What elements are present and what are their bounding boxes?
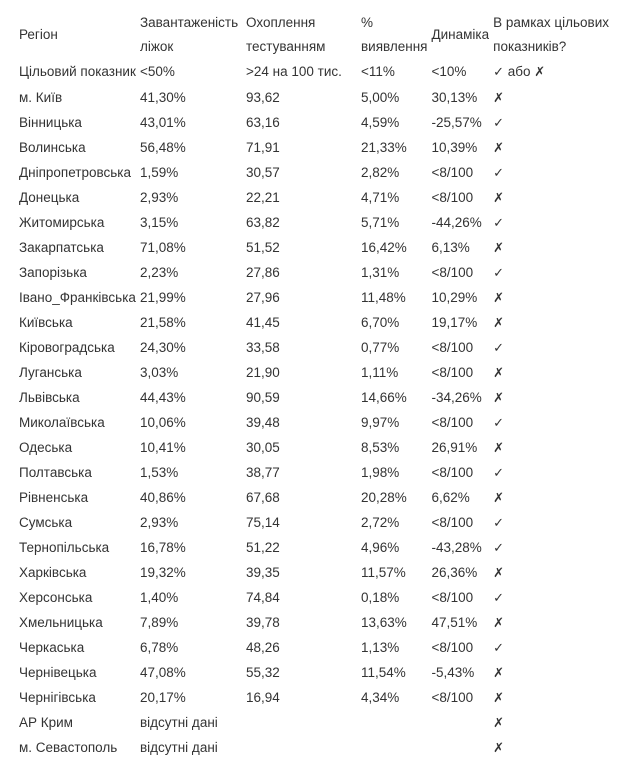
cell-detect: 5,71%	[361, 215, 400, 230]
cross-icon: ✗	[493, 291, 505, 306]
cell-beds: 1,59%	[140, 165, 179, 180]
cell-region: Чернігівська	[19, 690, 96, 705]
cell-testing: 55,32	[246, 665, 280, 680]
regions-table	[15, 0, 614, 761]
cell-target	[489, 461, 614, 486]
cell-target	[489, 261, 614, 286]
cell-region: м. Севастополь	[19, 740, 118, 755]
target-legend: ✓ або ✗	[493, 64, 546, 80]
cell-dynamics: <8/100	[431, 165, 474, 180]
cell-beds: 43,01%	[140, 115, 186, 130]
cell-region: Кіровоградська	[19, 340, 115, 355]
cell-testing: 67,68	[246, 490, 280, 505]
cell-region: Одеська	[19, 440, 73, 455]
cell-dynamics: 30,13%	[431, 90, 478, 105]
cross-icon: ✗	[493, 566, 505, 581]
table-row	[15, 236, 614, 261]
cell-region: Рівненська	[19, 490, 89, 505]
cell-beds: 19,32%	[140, 565, 186, 580]
cell-testing: 16,94	[246, 690, 280, 705]
cell-target	[489, 536, 614, 561]
cell-beds: 56,48%	[140, 140, 186, 155]
cell-dynamics: 47,51%	[431, 615, 478, 630]
check-icon: ✓	[493, 65, 505, 80]
cross-icon: ✗	[493, 716, 505, 731]
cell-dynamics: 6,62%	[431, 490, 470, 505]
cell-dynamics: <8/100	[431, 640, 474, 655]
cell-detect: 1,11%	[361, 365, 399, 380]
cell-target	[489, 486, 614, 511]
cell-region: Вінницька	[19, 115, 82, 130]
table-row	[15, 161, 614, 186]
table-row	[15, 461, 614, 486]
cell-dynamics: 10,39%	[431, 140, 478, 155]
cell-beds: 20,17%	[140, 690, 186, 705]
cell-dynamics: -43,28%	[431, 540, 482, 555]
cell-region: Хмельницька	[19, 615, 103, 630]
cell-testing: 93,62	[246, 90, 280, 105]
cell-beds: відсутні дані	[140, 740, 218, 755]
cell-region: Дніпропетровська	[19, 165, 132, 180]
cell-dynamics: <8/100	[431, 265, 474, 280]
table-row	[15, 486, 614, 511]
table-row	[15, 436, 614, 461]
cell-beds: 47,08%	[140, 665, 186, 680]
cell-testing: 51,22	[246, 540, 280, 555]
cell-detect: 4,34%	[361, 690, 400, 705]
table-row	[15, 561, 614, 586]
cell-region: Полтавська	[19, 465, 92, 480]
cell-testing: 74,84	[246, 590, 280, 605]
cell-dynamics: <8/100	[431, 515, 474, 530]
cross-icon: ✗	[493, 241, 505, 256]
cross-icon: ✗	[534, 65, 546, 80]
cell-target	[489, 311, 614, 336]
cell-detect: 1,98%	[361, 465, 400, 480]
cell-target	[489, 236, 614, 261]
table-row	[15, 636, 614, 661]
cell-region: Тернопільська	[19, 540, 110, 555]
check-icon: ✓	[493, 416, 505, 431]
cross-icon: ✗	[493, 141, 505, 156]
cell-dynamics: <8/100	[431, 465, 474, 480]
cell-target	[489, 686, 614, 711]
table-row	[15, 136, 614, 161]
cell-dynamics: <8/100	[431, 590, 474, 605]
table-row	[15, 86, 614, 111]
cell-region: Сумська	[19, 515, 73, 530]
cell-detect: 1,31%	[361, 265, 400, 280]
cell-testing: 75,14	[246, 515, 280, 530]
target-detect: <11%	[361, 64, 395, 79]
header-beds: Завантаженість ліжок	[140, 15, 239, 54]
cell-region: Київська	[19, 315, 73, 330]
cell-region: АР Крим	[19, 715, 73, 730]
cell-target	[489, 661, 614, 686]
table-row	[15, 661, 614, 686]
table-row	[15, 511, 614, 536]
cell-detect: 5,00%	[361, 90, 400, 105]
cell-dynamics: <8/100	[431, 190, 474, 205]
cross-icon: ✗	[493, 691, 505, 706]
check-icon: ✓	[493, 591, 505, 606]
cell-detect: 9,97%	[361, 415, 400, 430]
cell-beds: 40,86%	[140, 490, 186, 505]
cell-beds: 6,78%	[140, 640, 179, 655]
cell-testing: 63,82	[246, 215, 280, 230]
table-row	[15, 736, 614, 761]
cell-detect: 14,66%	[361, 390, 407, 405]
cell-testing: 21,90	[246, 365, 280, 380]
cell-detect: 11,57%	[361, 565, 406, 580]
cell-beds: 21,99%	[140, 290, 186, 305]
cell-testing: 30,05	[246, 440, 280, 455]
cross-icon: ✗	[493, 191, 505, 206]
table-row	[15, 111, 614, 136]
cell-region: Івано_Франківська	[19, 290, 136, 305]
table-row	[15, 411, 614, 436]
check-icon: ✓	[493, 341, 505, 356]
cell-detect: 4,71%	[361, 190, 400, 205]
header-dynamics: Динаміка	[431, 27, 490, 42]
cell-region: Харківська	[19, 565, 87, 580]
header-region: Регіон	[19, 27, 58, 42]
cell-target	[489, 161, 614, 186]
target-row	[15, 59, 614, 86]
cell-testing: 63,16	[246, 115, 280, 130]
cell-detect	[357, 711, 428, 736]
cell-region: Чернівецька	[19, 665, 97, 680]
table-row	[15, 386, 614, 411]
target-dynamics: <10%	[431, 64, 467, 79]
cell-detect: 4,59%	[361, 115, 400, 130]
cell-dynamics: <8/100	[431, 340, 474, 355]
cell-detect: 11,48%	[361, 290, 406, 305]
cell-testing: 90,59	[246, 390, 280, 405]
cell-dynamics	[428, 711, 490, 736]
cell-dynamics: 26,36%	[431, 565, 478, 580]
check-icon: ✓	[493, 516, 505, 531]
table-row	[15, 361, 614, 386]
cross-icon: ✗	[493, 366, 505, 381]
cell-target	[489, 86, 614, 111]
check-icon: ✓	[493, 641, 505, 656]
cell-detect: 4,96%	[361, 540, 400, 555]
cell-testing: 22,21	[246, 190, 280, 205]
check-icon: ✓	[493, 541, 505, 556]
cell-target	[489, 711, 614, 736]
cell-target	[489, 186, 614, 211]
cell-detect: 2,82%	[361, 165, 400, 180]
cell-region: Миколаївська	[19, 415, 105, 430]
header-row	[15, 0, 614, 59]
cell-beds: 44,43%	[140, 390, 186, 405]
cell-testing: 39,78	[246, 615, 280, 630]
cell-target	[489, 386, 614, 411]
cell-target	[489, 736, 614, 761]
cell-dynamics: -34,26%	[431, 390, 482, 405]
table-row	[15, 711, 614, 736]
cell-region: Запорізька	[19, 265, 87, 280]
cell-region: Луганська	[19, 365, 82, 380]
cell-beds: 1,40%	[140, 590, 179, 605]
cell-detect: 13,63%	[361, 615, 407, 630]
cell-dynamics: 19,17%	[431, 315, 478, 330]
cell-target	[489, 111, 614, 136]
cell-detect: 21,33%	[361, 140, 407, 155]
cell-target	[489, 336, 614, 361]
cell-detect: 0,77%	[361, 340, 400, 355]
cell-dynamics: 26,91%	[431, 440, 478, 455]
table-row	[15, 261, 614, 286]
cell-dynamics	[428, 736, 490, 761]
cell-beds: 10,06%	[140, 415, 186, 430]
cell-beds: 24,30%	[140, 340, 186, 355]
target-testing: >24 на 100 тис.	[246, 64, 342, 79]
table-row	[15, 286, 614, 311]
cross-icon: ✗	[493, 391, 505, 406]
cell-target	[489, 286, 614, 311]
cell-beds: 21,58%	[140, 315, 186, 330]
cell-target	[489, 636, 614, 661]
header-detect: % виявлення	[361, 15, 428, 54]
table-row	[15, 211, 614, 236]
cell-testing	[242, 736, 357, 761]
table-header	[15, 0, 614, 59]
cell-target	[489, 361, 614, 386]
cell-dynamics: -25,57%	[431, 115, 482, 130]
cell-region: Черкаська	[19, 640, 85, 655]
cell-target	[489, 611, 614, 636]
cell-beds: 2,23%	[140, 265, 179, 280]
cell-target	[489, 436, 614, 461]
cell-dynamics: -5,43%	[431, 665, 475, 680]
cell-beds: 2,93%	[140, 190, 179, 205]
cell-dynamics: 6,13%	[431, 240, 470, 255]
table-body	[15, 59, 614, 761]
cell-detect: 11,54%	[361, 665, 406, 680]
table-row	[15, 336, 614, 361]
check-icon: ✓	[493, 466, 505, 481]
cell-target	[489, 586, 614, 611]
target-beds: <50%	[140, 64, 175, 79]
cross-icon: ✗	[493, 91, 505, 106]
check-icon: ✓	[493, 266, 505, 281]
cell-testing: 71,91	[246, 140, 280, 155]
cell-dynamics: <8/100	[431, 365, 474, 380]
cell-beds: 3,15%	[140, 215, 179, 230]
cross-icon: ✗	[493, 666, 505, 681]
table-row	[15, 311, 614, 336]
header-target: В рамках цільових показників?	[493, 15, 610, 54]
cross-icon: ✗	[493, 491, 505, 506]
table-row	[15, 686, 614, 711]
cell-target	[489, 561, 614, 586]
cell-region: Львівська	[19, 390, 80, 405]
table-row	[15, 186, 614, 211]
cell-detect: 6,70%	[361, 315, 400, 330]
cell-region: Донецька	[19, 190, 80, 205]
cell-detect: 0,18%	[361, 590, 400, 605]
cell-target	[489, 136, 614, 161]
cell-beds: 71,08%	[140, 240, 186, 255]
cell-target	[489, 211, 614, 236]
cell-dynamics: <8/100	[431, 690, 474, 705]
target-label: Цільовий показник	[19, 64, 136, 79]
cell-beds: 2,93%	[140, 515, 179, 530]
cell-testing: 33,58	[246, 340, 280, 355]
cell-detect	[357, 736, 428, 761]
cell-region: Житомирська	[19, 215, 105, 230]
cell-beds: відсутні дані	[140, 715, 218, 730]
cell-testing: 51,52	[246, 240, 280, 255]
cell-testing: 30,57	[246, 165, 280, 180]
cell-detect: 16,42%	[361, 240, 407, 255]
cell-region: Херсонська	[19, 590, 93, 605]
cell-testing	[242, 711, 357, 736]
cell-testing: 41,45	[246, 315, 280, 330]
cell-testing: 27,86	[246, 265, 280, 280]
header-testing: Охоплення тестуванням	[246, 15, 326, 54]
cell-target	[489, 511, 614, 536]
cell-dynamics: 10,29%	[431, 290, 478, 305]
table-row	[15, 611, 614, 636]
cell-testing: 27,96	[246, 290, 280, 305]
cell-beds: 7,89%	[140, 615, 179, 630]
table-row	[15, 586, 614, 611]
check-icon: ✓	[493, 166, 505, 181]
cell-beds: 10,41%	[140, 440, 186, 455]
check-icon: ✓	[493, 216, 505, 231]
cell-region: Волинська	[19, 140, 86, 155]
cross-icon: ✗	[493, 741, 505, 756]
cell-detect: 2,72%	[361, 515, 400, 530]
cell-region: Закарпатська	[19, 240, 104, 255]
cell-detect: 1,13%	[361, 640, 400, 655]
cell-detect: 8,53%	[361, 440, 400, 455]
cell-testing: 39,48	[246, 415, 280, 430]
cross-icon: ✗	[493, 316, 505, 331]
cell-testing: 48,26	[246, 640, 280, 655]
cell-testing: 39,35	[246, 565, 280, 580]
cross-icon: ✗	[493, 441, 505, 456]
cell-detect: 20,28%	[361, 490, 407, 505]
cell-target	[489, 411, 614, 436]
cell-region: м. Київ	[19, 90, 63, 105]
cell-testing: 38,77	[246, 465, 280, 480]
cell-beds: 3,03%	[140, 365, 179, 380]
cell-beds: 41,30%	[140, 90, 186, 105]
cell-dynamics: -44,26%	[431, 215, 482, 230]
check-icon: ✓	[493, 116, 505, 131]
cross-icon: ✗	[493, 616, 505, 631]
cell-dynamics: <8/100	[431, 415, 474, 430]
table-row	[15, 536, 614, 561]
cell-beds: 1,53%	[140, 465, 179, 480]
cell-beds: 16,78%	[140, 540, 186, 555]
